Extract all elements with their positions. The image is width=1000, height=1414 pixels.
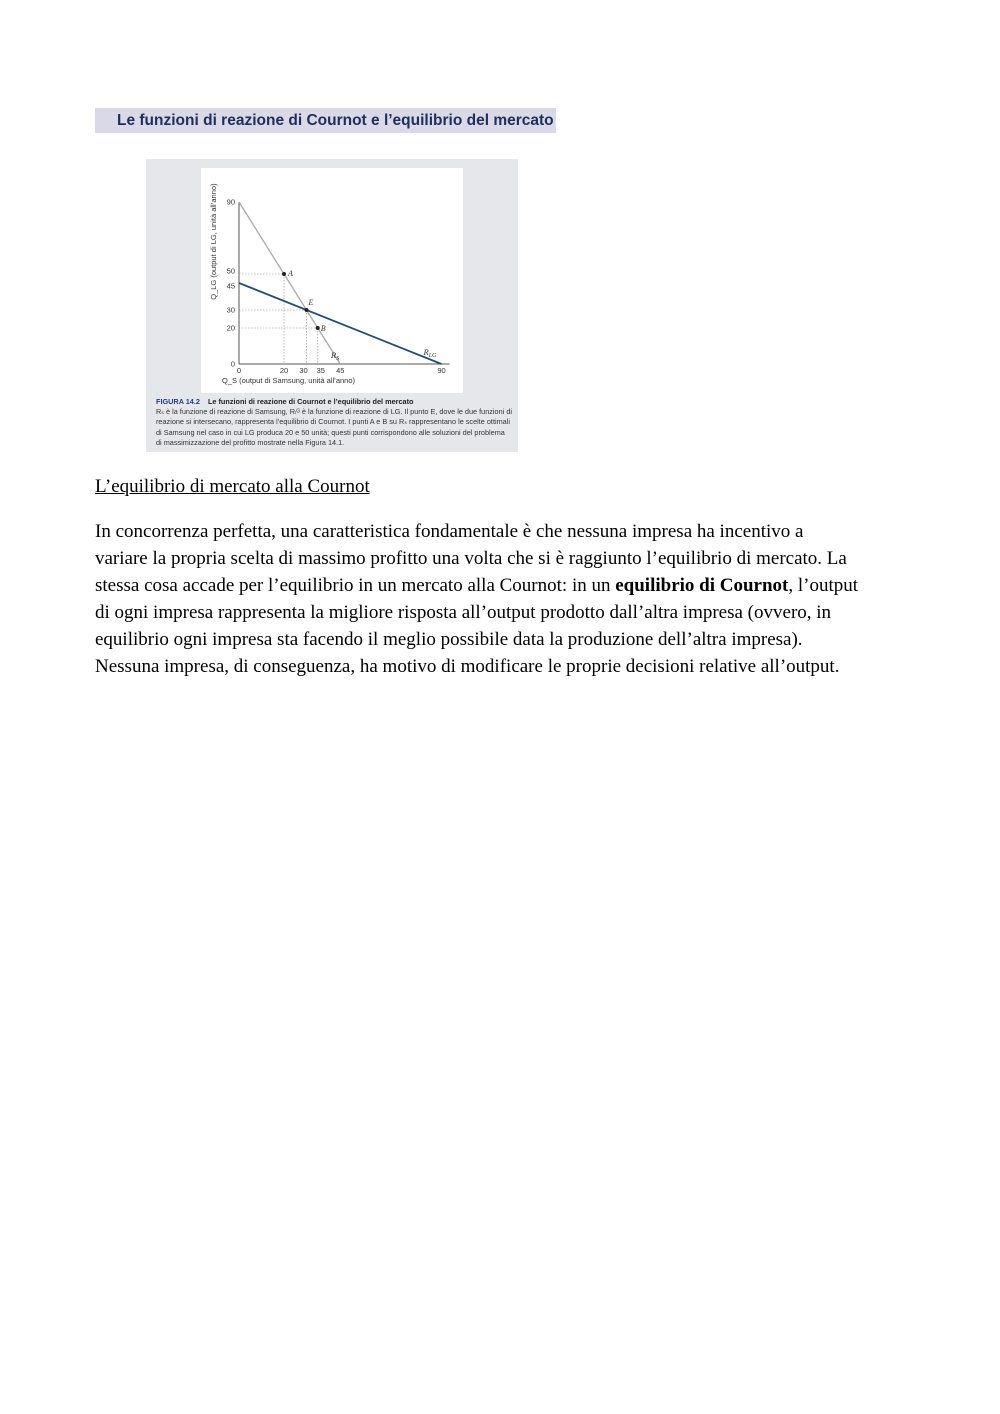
caption-body: Rₛ è la funzione di reazione di Samsung, Rₗᴳ è la funzione di reazione di LG. Il punto E, dove le due funzioni di reazione si intersecano, rappresenta l’equilibrio di Cournot. I punti A e B su Rₛ rappresentano le scelte ottimali di Samsung nel caso in cui LG produca 20 e 50 unità; questi punti corrispondono alle soluzioni del problema di massimizzazione del profitto mostrate nella Figura 14.1. bbox=[156, 407, 512, 447]
point-label-b: B bbox=[320, 324, 326, 333]
series-label-rs: $R_S$ bbox=[331, 350, 340, 362]
paragraph-line-start: stessa cosa accade per l’equilibrio in un mercato alla Cournot: in un bbox=[95, 575, 616, 596]
series-label-rlg: $R_{LG}$ bbox=[423, 347, 437, 359]
point-label-a: A bbox=[288, 269, 293, 278]
figure-banner-title: Le funzioni di reazione di Cournot e l’equilibrio del mercato bbox=[95, 108, 556, 133]
paragraph-line: equilibrio ogni impresa sta facendo il meglio possibile data la produzione dell’altra impresa). bbox=[95, 629, 803, 650]
figure-caption bbox=[156, 397, 512, 448]
body-paragraph bbox=[95, 518, 915, 680]
y-tick-label: 45 bbox=[226, 281, 235, 291]
point-b bbox=[316, 326, 320, 330]
point-a bbox=[282, 272, 286, 276]
y-tick-label: 30 bbox=[226, 305, 235, 315]
x-tick-label: 90 bbox=[437, 366, 446, 375]
paragraph-line: Nessuna impresa, di conseguenza, ha motivo di modificare le proprie decisioni relative all’output. bbox=[95, 656, 840, 677]
y-axis-label: Q_LG (output di LG, unità all’anno) bbox=[209, 183, 218, 300]
paragraph-line: variare la propria scelta di massimo profitto una volta che si è raggiunto l’equilibrio di mercato. La bbox=[95, 548, 847, 569]
paragraph-line-end: , l’output bbox=[788, 575, 859, 596]
bold-term: equilibrio di Cournot bbox=[615, 575, 789, 596]
caption-title: Le funzioni di reazione di Cournot e l’equilibrio del mercato bbox=[207, 397, 414, 406]
reaction-functions-chart bbox=[146, 159, 518, 395]
point-e bbox=[305, 308, 309, 312]
point-label-e: E bbox=[308, 298, 314, 307]
x-tick-label: 30 bbox=[299, 366, 308, 375]
y-tick-label: 20 bbox=[226, 323, 235, 333]
y-tick-label: 0 bbox=[230, 359, 235, 369]
x-axis-label: Q_S (output di Samsung, unità all’anno) bbox=[222, 376, 355, 385]
figure-box bbox=[146, 159, 518, 452]
paragraph-line bbox=[95, 572, 915, 599]
section-heading: L’equilibrio di mercato alla Cournot bbox=[95, 476, 370, 497]
x-tick-label: 35 bbox=[316, 366, 325, 375]
x-tick-label: 0 bbox=[236, 366, 242, 375]
x-tick-label: 20 bbox=[279, 366, 289, 375]
x-tick-label: 45 bbox=[336, 366, 345, 375]
paragraph-line: di ogni impresa rappresenta la migliore risposta all’output prodotto dall’altra impresa (ovvero, in bbox=[95, 602, 832, 623]
y-tick-label: 50 bbox=[226, 266, 235, 276]
paragraph-line: In concorrenza perfetta, una caratteristica fondamentale è che nessuna impresa ha incentivo a bbox=[95, 521, 804, 542]
caption-label: FIGURA 14.2 bbox=[156, 397, 200, 406]
y-tick-label: 90 bbox=[226, 197, 235, 207]
